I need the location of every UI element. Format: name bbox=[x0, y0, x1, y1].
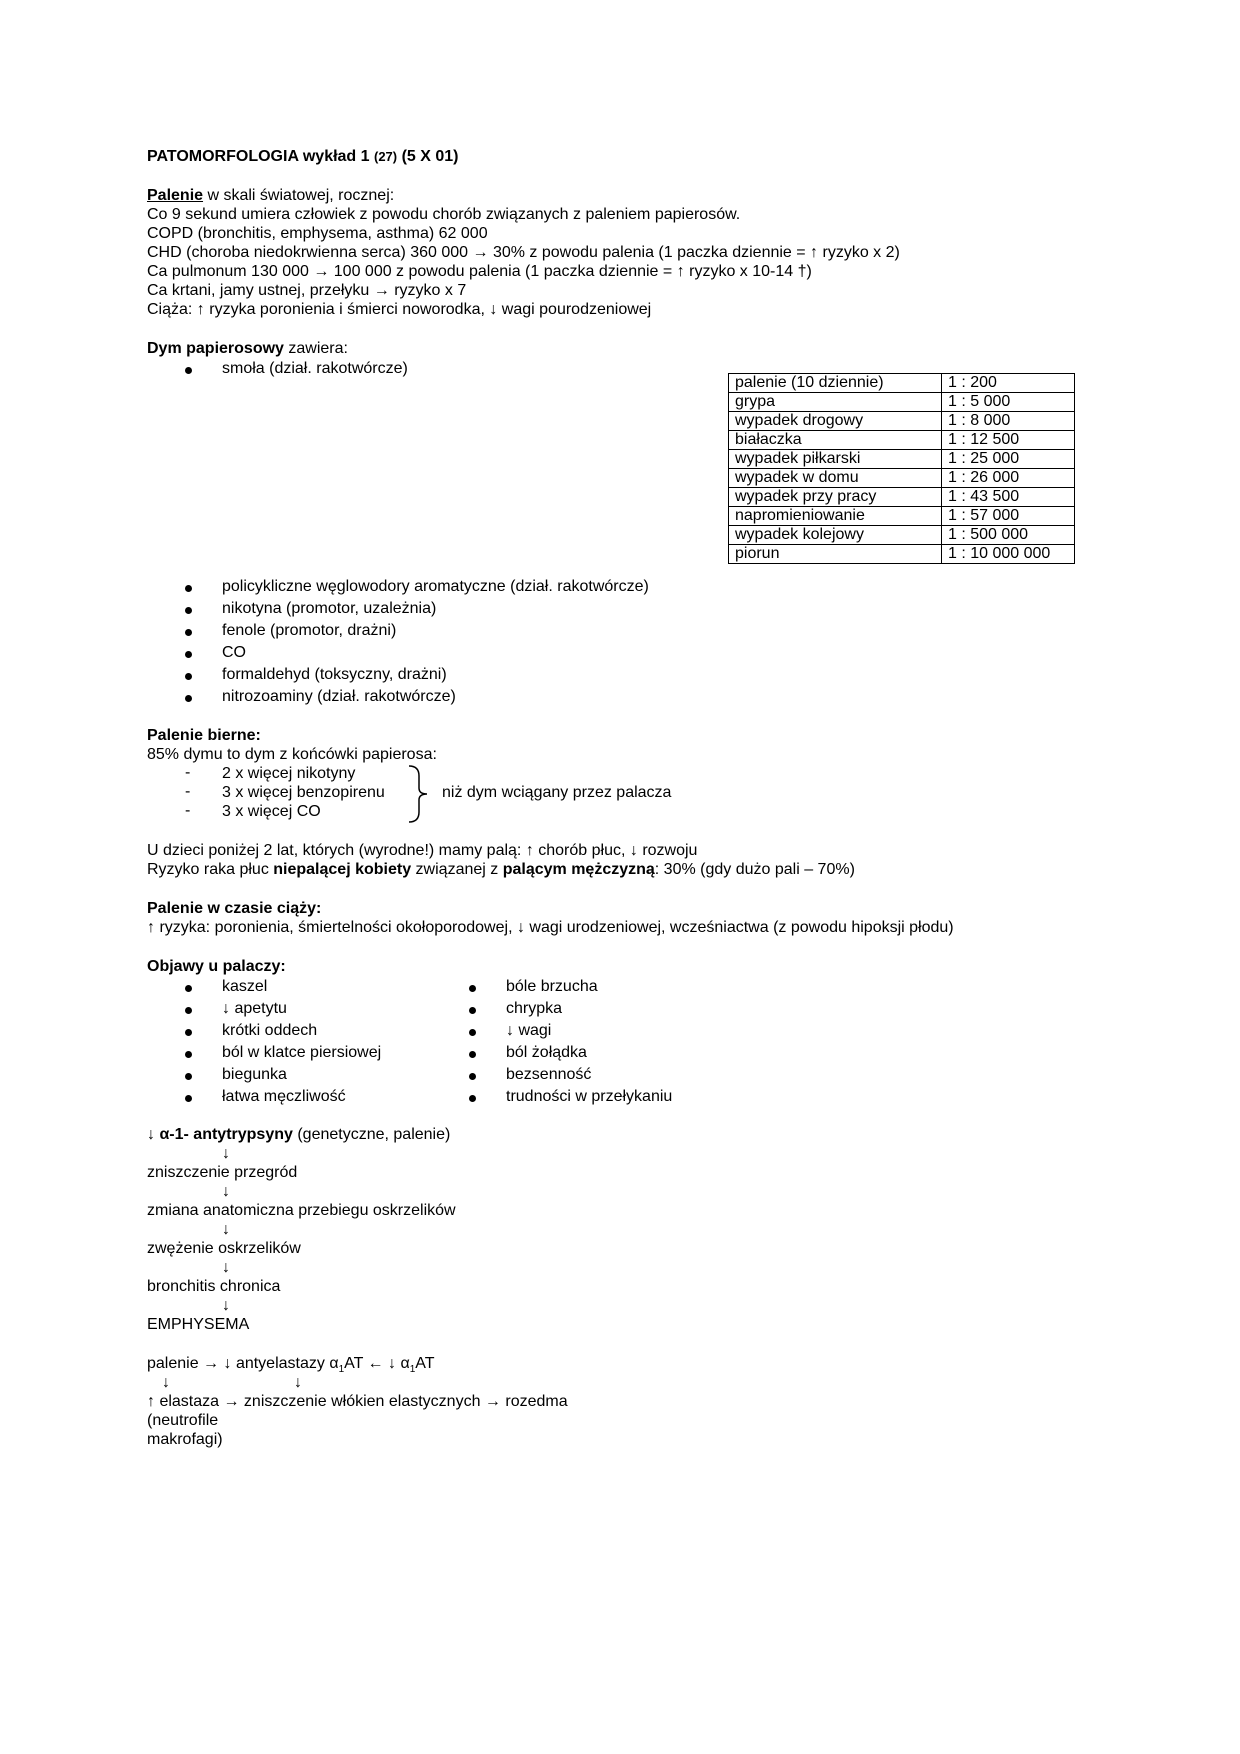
title-lecture-number: (27) bbox=[374, 149, 398, 164]
pregnancy-line: ↑ ryzyka: poronienia, śmiertelności okołoporodowej, ↓ wagi urodzeniowej, wcześniactwa (z powodu hipoksji płodu) bbox=[147, 919, 954, 936]
cascade-step: zmiana anatomiczna przebiegu oskrzelików bbox=[147, 1202, 456, 1219]
bullet-icon bbox=[185, 1046, 195, 1056]
risk-ratio: 1 : 25 000 bbox=[942, 450, 1075, 469]
cascade-step: zwężenie oskrzelików bbox=[147, 1240, 301, 1257]
bullet-icon bbox=[185, 1090, 195, 1100]
risk-table bbox=[728, 373, 1075, 564]
table-row bbox=[729, 545, 1075, 564]
bullet-icon bbox=[469, 1090, 479, 1100]
mechanism-line: makrofagi) bbox=[147, 1431, 223, 1448]
table-row bbox=[729, 488, 1075, 507]
smoke-item: smoła (dział. rakotwórcze) bbox=[222, 360, 408, 377]
symptom-item: łatwa męczliwość bbox=[222, 1088, 346, 1105]
dash-icon: - bbox=[185, 764, 191, 781]
symptom-item: bóle brzucha bbox=[506, 978, 598, 995]
passive-item: 3 x więcej benzopirenu bbox=[222, 784, 385, 801]
smoke-item: nitrozoaminy (dział. rakotwórcze) bbox=[222, 688, 456, 705]
symptom-item: ból w klatce piersiowej bbox=[222, 1044, 382, 1061]
document-title bbox=[147, 147, 459, 166]
text-part: palenie → ↓ antyelastazy α bbox=[147, 1355, 339, 1372]
bullet-icon bbox=[185, 602, 195, 612]
bullet-icon bbox=[185, 1002, 195, 1012]
subscript: 1 bbox=[338, 1364, 345, 1376]
bullet-icon bbox=[185, 624, 195, 634]
smoke-heading bbox=[147, 339, 348, 358]
down-arrow-icon: ↓ bbox=[222, 1259, 230, 1276]
risk-ratio: 1 : 10 000 000 bbox=[942, 545, 1075, 564]
bullet-icon bbox=[185, 690, 195, 700]
cascade-start bbox=[147, 1125, 450, 1144]
smoke-item: CO bbox=[222, 644, 246, 661]
down-arrow-icon: ↓ bbox=[222, 1145, 230, 1162]
dash-icon: - bbox=[185, 802, 191, 819]
text-part: (genetyczne, palenie) bbox=[292, 1126, 451, 1143]
bullet-icon bbox=[469, 1024, 479, 1034]
text-part: : 30% (gdy dużo pali – 70%) bbox=[654, 861, 855, 878]
cascade-step: EMPHYSEMA bbox=[147, 1316, 250, 1333]
smoke-item: fenole (promotor, drażni) bbox=[222, 622, 397, 639]
passive-item: 3 x więcej CO bbox=[222, 803, 321, 820]
smoking-line: CHD (choroba niedokrwienna serca) 360 000 → 30% z powodu palenia (1 paczka dziennie = ↑ ryzyko x 2) bbox=[147, 244, 900, 261]
table-row bbox=[729, 393, 1075, 412]
smoking-line: Ca krtani, jamy ustnej, przełyku → ryzyko x 7 bbox=[147, 282, 467, 299]
passive-intro: 85% dymu to dym z końcówki papierosa: bbox=[147, 746, 437, 763]
smoking-line: Ca pulmonum 130 000 → 100 000 z powodu palenia (1 paczka dziennie = ↑ ryzyko x 10-14 †) bbox=[147, 263, 812, 280]
risk-cause: wypadek drogowy bbox=[729, 412, 942, 431]
bullet-icon bbox=[185, 362, 195, 372]
text-bold: niepalącej kobiety bbox=[273, 861, 412, 878]
text-bold: palącym mężczyzną bbox=[502, 861, 655, 878]
down-arrow-icon: ↓ bbox=[222, 1183, 230, 1200]
risk-ratio: 1 : 57 000 bbox=[942, 507, 1075, 526]
pregnancy-heading: Palenie w czasie ciąży: bbox=[147, 900, 322, 917]
text-bold: α-1- antytrypsyny bbox=[159, 1126, 293, 1143]
bullet-icon bbox=[185, 1024, 195, 1034]
text-part: Ryzyko raka płuc bbox=[147, 861, 274, 878]
mechanism-line bbox=[147, 1354, 435, 1379]
smoke-item: formaldehyd (toksyczny, drażni) bbox=[222, 666, 447, 683]
smoking-line: Co 9 sekund umiera człowiek z powodu chorób związanych z paleniem papierosów. bbox=[147, 206, 741, 223]
down-arrow-icon: ↓ bbox=[222, 1297, 230, 1314]
bullet-icon bbox=[185, 580, 195, 590]
risk-ratio: 1 : 5 000 bbox=[942, 393, 1075, 412]
text-part: związanej z bbox=[411, 861, 503, 878]
symptom-item: ↓ wagi bbox=[506, 1022, 552, 1039]
risk-ratio: 1 : 500 000 bbox=[942, 526, 1075, 545]
cascade-step: bronchitis chronica bbox=[147, 1278, 281, 1295]
risk-ratio: 1 : 43 500 bbox=[942, 488, 1075, 507]
smoking-heading-rest: w skali światowej, rocznej: bbox=[203, 187, 395, 204]
symptom-item: kaszel bbox=[222, 978, 268, 995]
text-part: AT ← ↓ α bbox=[344, 1355, 410, 1372]
down-arrow-icon: ↓ bbox=[222, 1221, 230, 1238]
curly-brace-icon bbox=[405, 764, 431, 824]
dash-icon: - bbox=[185, 783, 191, 800]
smoking-heading-label: Palenie bbox=[147, 187, 204, 204]
risk-cause: wypadek piłkarski bbox=[729, 450, 942, 469]
table-row bbox=[729, 431, 1075, 450]
smoking-heading bbox=[147, 186, 394, 205]
table-row bbox=[729, 412, 1075, 431]
mechanism-line: ↑ elastaza → zniszczenie włókien elastycznych → rozedma bbox=[147, 1393, 568, 1410]
risk-ratio: 1 : 8 000 bbox=[942, 412, 1075, 431]
symptom-item: krótki oddech bbox=[222, 1022, 318, 1039]
risk-cause: grypa bbox=[729, 393, 942, 412]
risk-cause: wypadek w domu bbox=[729, 469, 942, 488]
table-row bbox=[729, 526, 1075, 545]
passive-risk-line bbox=[147, 860, 855, 879]
symptom-item: biegunka bbox=[222, 1066, 287, 1083]
risk-ratio: 1 : 200 bbox=[942, 374, 1075, 393]
risk-cause: palenie (10 dziennie) bbox=[729, 374, 942, 393]
cascade-step: zniszczenie przegród bbox=[147, 1164, 298, 1181]
symptom-item: bezsenność bbox=[506, 1066, 592, 1083]
bullet-icon bbox=[185, 980, 195, 990]
smoke-item: policykliczne węglowodory aromatyczne (dział. rakotwórcze) bbox=[222, 578, 649, 595]
symptom-item: ↓ apetytu bbox=[222, 1000, 287, 1017]
passive-heading: Palenie bierne: bbox=[147, 727, 261, 744]
down-arrow-icon: ↓ bbox=[162, 1374, 170, 1391]
smoking-line: Ciąża: ↑ ryzyka poronienia i śmierci noworodka, ↓ wagi pourodzeniowej bbox=[147, 301, 652, 318]
bullet-icon bbox=[469, 1002, 479, 1012]
title-date: (5 X 01) bbox=[401, 148, 459, 165]
passive-brace-text: niż dym wciągany przez palacza bbox=[442, 784, 672, 801]
table-row bbox=[729, 469, 1075, 488]
title-main: PATOMORFOLOGIA wykład 1 bbox=[147, 148, 370, 165]
passive-item: 2 x więcej nikotyny bbox=[222, 765, 356, 782]
smoking-line: COPD (bronchitis, emphysema, asthma) 62 000 bbox=[147, 225, 488, 242]
bullet-icon bbox=[185, 646, 195, 656]
text-part: AT bbox=[415, 1355, 435, 1372]
smoke-item: nikotyna (promotor, uzależnia) bbox=[222, 600, 437, 617]
risk-cause: wypadek przy pracy bbox=[729, 488, 942, 507]
risk-cause: białaczka bbox=[729, 431, 942, 450]
down-arrow-icon: ↓ bbox=[294, 1374, 302, 1391]
smoke-heading-label: Dym papierosowy bbox=[147, 340, 284, 357]
risk-cause: napromieniowanie bbox=[729, 507, 942, 526]
table-row bbox=[729, 374, 1075, 393]
symptom-item: ból żołądka bbox=[506, 1044, 587, 1061]
table-row bbox=[729, 507, 1075, 526]
bullet-icon bbox=[469, 980, 479, 990]
subscript: 1 bbox=[409, 1364, 416, 1376]
smoke-heading-rest: zawiera: bbox=[283, 340, 348, 357]
bullet-icon bbox=[469, 1046, 479, 1056]
symptom-item: chrypka bbox=[506, 1000, 563, 1017]
bullet-icon bbox=[185, 668, 195, 678]
symptoms-heading: Objawy u palaczy: bbox=[147, 958, 286, 975]
risk-ratio: 1 : 26 000 bbox=[942, 469, 1075, 488]
risk-cause: piorun bbox=[729, 545, 942, 564]
passive-children-line: U dzieci poniżej 2 lat, których (wyrodne!) mamy palą: ↑ chorób płuc, ↓ rozwoju bbox=[147, 842, 698, 859]
mechanism-line: (neutrofile bbox=[147, 1412, 219, 1429]
bullet-icon bbox=[185, 1068, 195, 1078]
symptom-item: trudności w przełykaniu bbox=[506, 1088, 673, 1105]
risk-cause: wypadek kolejowy bbox=[729, 526, 942, 545]
bullet-icon bbox=[469, 1068, 479, 1078]
down-arrow-icon: ↓ bbox=[147, 1126, 160, 1143]
risk-ratio: 1 : 12 500 bbox=[942, 431, 1075, 450]
table-row bbox=[729, 450, 1075, 469]
